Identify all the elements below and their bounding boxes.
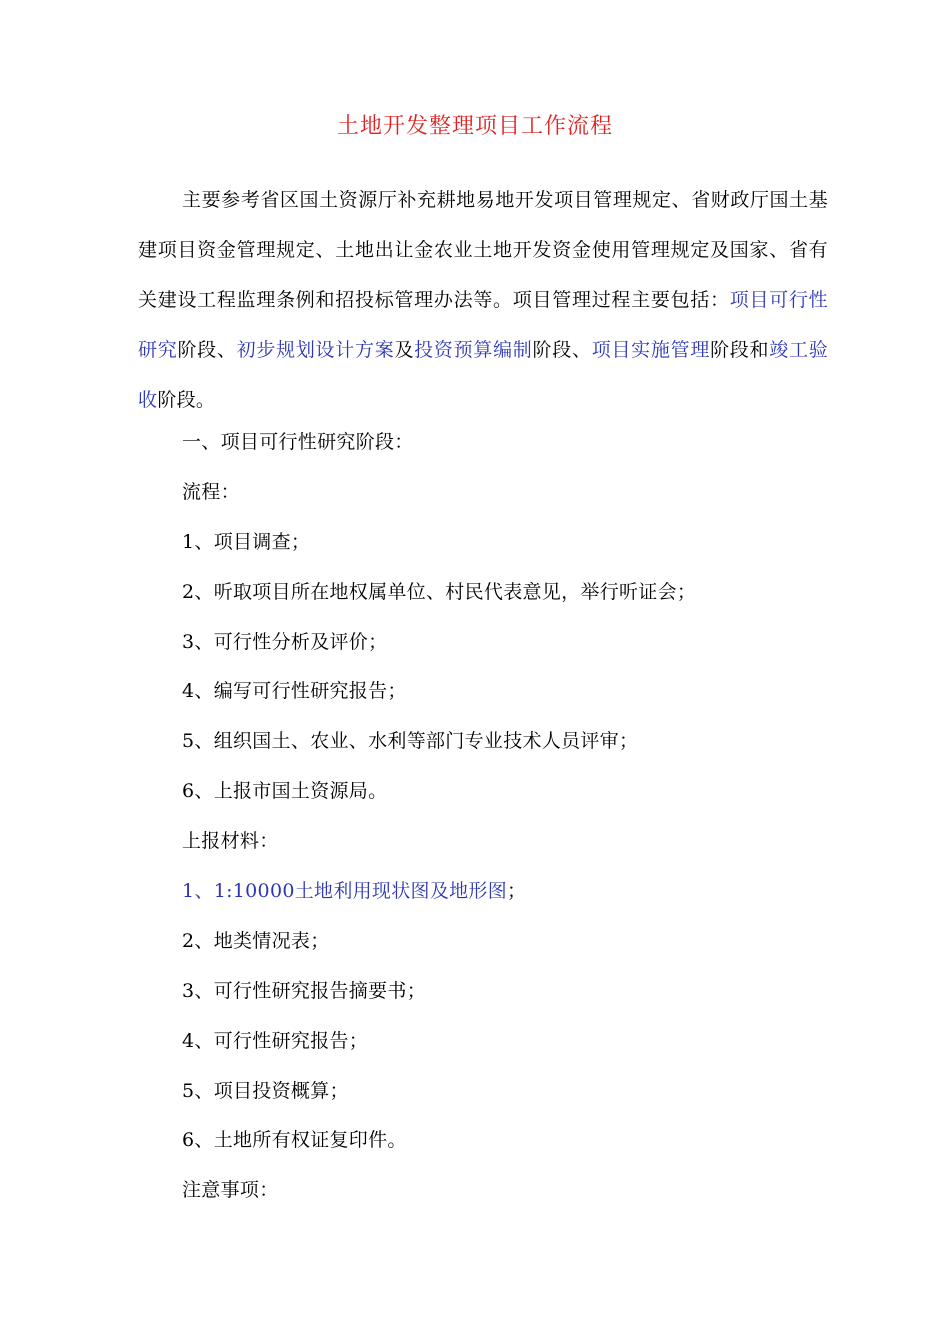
materials-heading: 上报材料： [182, 830, 279, 853]
material-item: 6、土地所有权证复印件。 [182, 1129, 407, 1152]
notes-heading: 注意事项： [182, 1179, 279, 1202]
intro-highlight-budget: 投资预算编制 [414, 339, 533, 361]
process-step: 5、组织国土、农业、水利等部门专业技术人员评审； [182, 730, 639, 753]
material-item: 3、可行性研究报告摘要书； [182, 979, 426, 1002]
process-step: 3、可行性分析及评价； [182, 630, 388, 653]
intro-text-3: 及 [394, 339, 415, 361]
process-step: 2、听取项目所在地权属单位、村民代表意见，举行听证会； [182, 580, 697, 603]
process-step: 1、项目调查； [182, 530, 311, 553]
process-heading: 流程： [182, 480, 240, 503]
material-item: 5、项目投资概算； [182, 1079, 349, 1102]
material-item: 2、地类情况表； [182, 929, 330, 952]
document-title: 土地开发整理项目工作流程 [336, 114, 613, 139]
intro-paragraph [138, 175, 828, 425]
material-item-highlight: 1、1:10000土地利用现状图及地形图 [182, 880, 508, 903]
process-step: 4、编写可行性研究报告； [182, 680, 407, 703]
intro-highlight-feasibility: 项目可行性研究 [138, 289, 828, 361]
intro-text-5: 阶段和 [710, 339, 770, 361]
intro-highlight-implementation: 项目实施管理 [591, 339, 711, 361]
material-item-tail: ； [507, 880, 527, 903]
intro-highlight-acceptance: 竣工验收 [138, 339, 829, 411]
process-step: 6、上报市国土资源局。 [182, 780, 388, 803]
intro-text-2: 阶段、 [177, 339, 237, 361]
intro-text-6: 阶段。 [157, 389, 216, 411]
content-lines [182, 418, 842, 1216]
intro-text-1: 主要参考省区国土资源厅补充耕地易地开发项目管理规定、省财政厅国土基建项目资金管理规定、土地出让金农业土地开发资金使用管理规定及国家、省有关建设工程监理条例和招投标管理办法等。项目管理过程主要包括： [138, 189, 828, 311]
section-heading: 一、项目可行性研究阶段： [182, 431, 414, 453]
intro-highlight-preliminary-design: 初步规划设计方案 [236, 339, 395, 361]
intro-text-4: 阶段、 [532, 339, 592, 361]
material-item [182, 867, 842, 917]
material-item: 4、可行性研究报告； [182, 1029, 369, 1052]
